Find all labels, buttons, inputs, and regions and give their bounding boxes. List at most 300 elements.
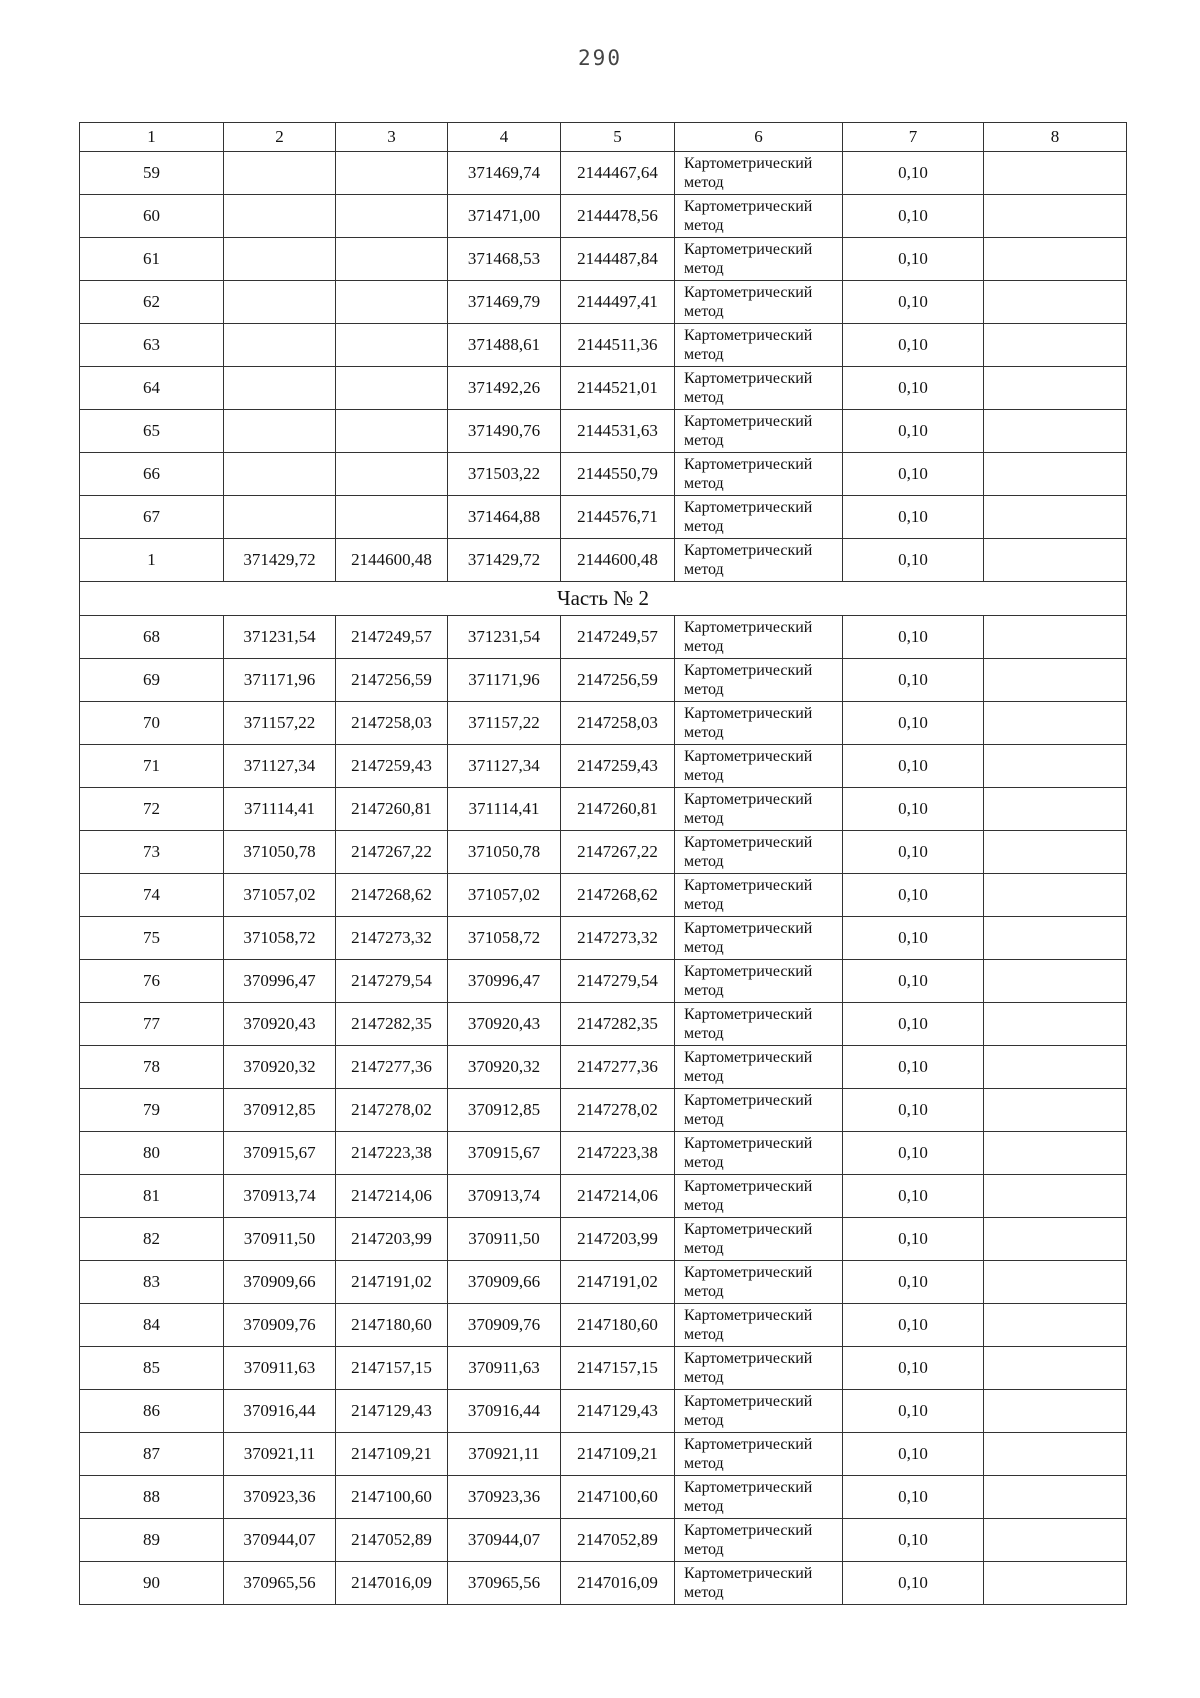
point-number-cell: 59: [80, 152, 224, 195]
new-x-cell: 371503,22: [448, 453, 561, 496]
point-number-cell: 84: [80, 1304, 224, 1347]
existing-y-cell: 2147157,15: [336, 1347, 448, 1390]
method-cell: [675, 1562, 843, 1605]
precision-cell: 0,10: [843, 410, 984, 453]
precision-cell: 0,10: [843, 745, 984, 788]
method-line: метод: [684, 1240, 724, 1257]
table-row: [80, 616, 1127, 659]
method-line: метод: [684, 475, 724, 492]
method-line: Картометрический: [684, 1049, 813, 1066]
new-x-cell: 370915,67: [448, 1132, 561, 1175]
table-row: [80, 1476, 1127, 1519]
precision-cell: 0,10: [843, 1562, 984, 1605]
method-line: Картометрический: [684, 1307, 813, 1324]
existing-x-cell: 370911,63: [224, 1347, 336, 1390]
method-cell: [675, 238, 843, 281]
method-cell: [675, 539, 843, 582]
table-row: [80, 1218, 1127, 1261]
method-line: Картометрический: [684, 619, 813, 636]
new-x-cell: 371464,88: [448, 496, 561, 539]
method-line: метод: [684, 767, 724, 784]
new-x-cell: 370911,50: [448, 1218, 561, 1261]
new-x-cell: 370909,76: [448, 1304, 561, 1347]
new-y-cell: 2147129,43: [561, 1390, 675, 1433]
precision-cell: 0,10: [843, 788, 984, 831]
precision-cell: 0,10: [843, 1261, 984, 1304]
existing-y-cell: [336, 410, 448, 453]
method-cell: [675, 917, 843, 960]
new-x-cell: 370965,56: [448, 1562, 561, 1605]
description-cell: [984, 281, 1127, 324]
existing-y-cell: [336, 238, 448, 281]
point-number-cell: 64: [80, 367, 224, 410]
point-number-cell: 1: [80, 539, 224, 582]
method-line: метод: [684, 724, 724, 741]
existing-y-cell: 2147259,43: [336, 745, 448, 788]
point-number-cell: 76: [80, 960, 224, 1003]
existing-y-cell: 2147278,02: [336, 1089, 448, 1132]
method-line: Картометрический: [684, 1135, 813, 1152]
existing-x-cell: [224, 195, 336, 238]
table-row: [80, 453, 1127, 496]
coordinates-table: [79, 122, 1127, 1605]
table-row: [80, 238, 1127, 281]
point-number-cell: 85: [80, 1347, 224, 1390]
point-number-cell: 82: [80, 1218, 224, 1261]
existing-x-cell: 370923,36: [224, 1476, 336, 1519]
table-row: [80, 1433, 1127, 1476]
method-line: Картометрический: [684, 791, 813, 808]
new-x-cell: 370920,43: [448, 1003, 561, 1046]
method-line: Картометрический: [684, 920, 813, 937]
description-cell: [984, 1347, 1127, 1390]
existing-x-cell: 371050,78: [224, 831, 336, 874]
method-cell: [675, 1433, 843, 1476]
new-y-cell: 2147268,62: [561, 874, 675, 917]
precision-cell: 0,10: [843, 238, 984, 281]
new-y-cell: 2147249,57: [561, 616, 675, 659]
existing-y-cell: 2147191,02: [336, 1261, 448, 1304]
table-row: [80, 1175, 1127, 1218]
existing-y-cell: 2147223,38: [336, 1132, 448, 1175]
existing-x-cell: [224, 410, 336, 453]
precision-cell: 0,10: [843, 496, 984, 539]
method-line: метод: [684, 1541, 724, 1558]
method-line: Картометрический: [684, 499, 813, 516]
new-y-cell: 2147191,02: [561, 1261, 675, 1304]
method-line: Картометрический: [684, 1522, 813, 1539]
method-line: Картометрический: [684, 963, 813, 980]
method-cell: [675, 1175, 843, 1218]
method-cell: [675, 616, 843, 659]
existing-y-cell: [336, 453, 448, 496]
point-number-cell: 69: [80, 659, 224, 702]
point-number-cell: 86: [80, 1390, 224, 1433]
description-cell: [984, 238, 1127, 281]
existing-x-cell: 370916,44: [224, 1390, 336, 1433]
existing-y-cell: 2147129,43: [336, 1390, 448, 1433]
method-line: метод: [684, 303, 724, 320]
description-cell: [984, 195, 1127, 238]
method-line: метод: [684, 1498, 724, 1515]
existing-x-cell: [224, 496, 336, 539]
table-row: [80, 917, 1127, 960]
method-cell: [675, 410, 843, 453]
existing-y-cell: [336, 367, 448, 410]
new-x-cell: 370916,44: [448, 1390, 561, 1433]
table-row: [80, 324, 1127, 367]
method-cell: [675, 1089, 843, 1132]
existing-x-cell: 370965,56: [224, 1562, 336, 1605]
table-row: [80, 702, 1127, 745]
existing-y-cell: 2147249,57: [336, 616, 448, 659]
new-x-cell: 371492,26: [448, 367, 561, 410]
existing-y-cell: [336, 324, 448, 367]
table-row: [80, 410, 1127, 453]
method-line: метод: [684, 1455, 724, 1472]
method-line: Картометрический: [684, 456, 813, 473]
table-row: [80, 1046, 1127, 1089]
existing-x-cell: [224, 367, 336, 410]
description-cell: [984, 367, 1127, 410]
description-cell: [984, 745, 1127, 788]
table-row: [80, 1562, 1127, 1605]
point-number-cell: 65: [80, 410, 224, 453]
existing-y-cell: [336, 152, 448, 195]
method-line: метод: [684, 174, 724, 191]
table-row: [80, 152, 1127, 195]
table-row: [80, 195, 1127, 238]
method-cell: [675, 453, 843, 496]
method-cell: [675, 960, 843, 1003]
new-y-cell: 2147214,06: [561, 1175, 675, 1218]
method-line: Картометрический: [684, 1092, 813, 1109]
new-y-cell: 2147260,81: [561, 788, 675, 831]
method-line: Картометрический: [684, 1264, 813, 1281]
description-cell: [984, 1175, 1127, 1218]
description-cell: [984, 788, 1127, 831]
table-row: [80, 659, 1127, 702]
new-x-cell: 371488,61: [448, 324, 561, 367]
table-row: [80, 1519, 1127, 1562]
method-line: метод: [684, 432, 724, 449]
existing-x-cell: 370909,66: [224, 1261, 336, 1304]
existing-y-cell: [336, 496, 448, 539]
point-number-cell: 90: [80, 1562, 224, 1605]
method-line: метод: [684, 1369, 724, 1386]
point-number-cell: 66: [80, 453, 224, 496]
existing-y-cell: [336, 195, 448, 238]
description-cell: [984, 1003, 1127, 1046]
new-x-cell: 370912,85: [448, 1089, 561, 1132]
method-cell: [675, 1519, 843, 1562]
method-cell: [675, 1476, 843, 1519]
point-number-cell: 71: [80, 745, 224, 788]
table-row: [80, 1261, 1127, 1304]
new-x-cell: 371127,34: [448, 745, 561, 788]
existing-y-cell: 2144600,48: [336, 539, 448, 582]
existing-y-cell: 2147109,21: [336, 1433, 448, 1476]
method-line: Картометрический: [684, 1178, 813, 1195]
point-number-cell: 75: [80, 917, 224, 960]
method-cell: [675, 702, 843, 745]
precision-cell: 0,10: [843, 1089, 984, 1132]
method-cell: [675, 788, 843, 831]
precision-cell: 0,10: [843, 831, 984, 874]
method-line: Картометрический: [684, 748, 813, 765]
new-x-cell: 370913,74: [448, 1175, 561, 1218]
new-y-cell: 2144550,79: [561, 453, 675, 496]
precision-cell: 0,10: [843, 960, 984, 1003]
existing-x-cell: 371157,22: [224, 702, 336, 745]
existing-y-cell: 2147100,60: [336, 1476, 448, 1519]
method-line: метод: [684, 681, 724, 698]
precision-cell: 0,10: [843, 1347, 984, 1390]
new-x-cell: 371114,41: [448, 788, 561, 831]
existing-x-cell: 370920,43: [224, 1003, 336, 1046]
precision-cell: 0,10: [843, 1390, 984, 1433]
new-x-cell: 370944,07: [448, 1519, 561, 1562]
existing-x-cell: 370944,07: [224, 1519, 336, 1562]
method-line: метод: [684, 217, 724, 234]
description-cell: [984, 616, 1127, 659]
table-row: [80, 281, 1127, 324]
method-cell: [675, 1390, 843, 1433]
precision-cell: 0,10: [843, 152, 984, 195]
existing-x-cell: 371231,54: [224, 616, 336, 659]
method-cell: [675, 1003, 843, 1046]
existing-x-cell: 371127,34: [224, 745, 336, 788]
method-line: Картометрический: [684, 1393, 813, 1410]
new-x-cell: 371469,74: [448, 152, 561, 195]
existing-y-cell: 2147256,59: [336, 659, 448, 702]
method-line: метод: [684, 561, 724, 578]
new-x-cell: 371468,53: [448, 238, 561, 281]
point-number-cell: 87: [80, 1433, 224, 1476]
description-cell: [984, 1132, 1127, 1175]
method-line: метод: [684, 896, 724, 913]
existing-y-cell: 2147052,89: [336, 1519, 448, 1562]
new-y-cell: 2147279,54: [561, 960, 675, 1003]
existing-x-cell: 371171,96: [224, 659, 336, 702]
method-line: Картометрический: [684, 241, 813, 258]
method-line: метод: [684, 346, 724, 363]
new-y-cell: 2147109,21: [561, 1433, 675, 1476]
method-line: Картометрический: [684, 327, 813, 344]
column-header-row: [80, 123, 1127, 152]
column-header: 4: [448, 123, 561, 152]
description-cell: [984, 831, 1127, 874]
precision-cell: 0,10: [843, 917, 984, 960]
description-cell: [984, 1562, 1127, 1605]
description-cell: [984, 1304, 1127, 1347]
description-cell: [984, 1519, 1127, 1562]
method-line: Картометрический: [684, 1565, 813, 1582]
new-x-cell: 371057,02: [448, 874, 561, 917]
method-cell: [675, 831, 843, 874]
description-cell: [984, 702, 1127, 745]
method-cell: [675, 281, 843, 324]
table-row: [80, 367, 1127, 410]
table-row: [80, 1347, 1127, 1390]
column-header: 2: [224, 123, 336, 152]
new-x-cell: 371231,54: [448, 616, 561, 659]
precision-cell: 0,10: [843, 367, 984, 410]
method-line: Картометрический: [684, 662, 813, 679]
column-header: 8: [984, 123, 1127, 152]
existing-x-cell: [224, 324, 336, 367]
method-line: Картометрический: [684, 1006, 813, 1023]
method-cell: [675, 152, 843, 195]
new-y-cell: 2144576,71: [561, 496, 675, 539]
description-cell: [984, 1433, 1127, 1476]
description-cell: [984, 1476, 1127, 1519]
new-x-cell: 371157,22: [448, 702, 561, 745]
method-cell: [675, 1218, 843, 1261]
table-body: [80, 123, 1127, 1605]
existing-x-cell: 370913,74: [224, 1175, 336, 1218]
table-row: [80, 1003, 1127, 1046]
method-line: Картометрический: [684, 1436, 813, 1453]
table-row: [80, 1132, 1127, 1175]
existing-y-cell: 2147214,06: [336, 1175, 448, 1218]
existing-x-cell: 371429,72: [224, 539, 336, 582]
description-cell: [984, 1390, 1127, 1433]
method-line: Картометрический: [684, 198, 813, 215]
existing-x-cell: 370912,85: [224, 1089, 336, 1132]
table-row: [80, 788, 1127, 831]
point-number-cell: 74: [80, 874, 224, 917]
precision-cell: 0,10: [843, 281, 984, 324]
method-line: метод: [684, 389, 724, 406]
existing-x-cell: 371058,72: [224, 917, 336, 960]
description-cell: [984, 453, 1127, 496]
existing-x-cell: [224, 281, 336, 324]
point-number-cell: 67: [80, 496, 224, 539]
method-cell: [675, 1347, 843, 1390]
precision-cell: 0,10: [843, 1519, 984, 1562]
new-y-cell: 2147180,60: [561, 1304, 675, 1347]
existing-x-cell: 370920,32: [224, 1046, 336, 1089]
method-line: метод: [684, 1326, 724, 1343]
table-row: [80, 831, 1127, 874]
point-number-cell: 79: [80, 1089, 224, 1132]
existing-x-cell: 370909,76: [224, 1304, 336, 1347]
point-number-cell: 72: [80, 788, 224, 831]
new-x-cell: 371050,78: [448, 831, 561, 874]
table-row: [80, 496, 1127, 539]
existing-x-cell: 371057,02: [224, 874, 336, 917]
method-line: метод: [684, 1283, 724, 1300]
column-header: 5: [561, 123, 675, 152]
point-number-cell: 62: [80, 281, 224, 324]
new-y-cell: 2147223,38: [561, 1132, 675, 1175]
method-cell: [675, 195, 843, 238]
method-line: метод: [684, 939, 724, 956]
new-y-cell: 2147278,02: [561, 1089, 675, 1132]
precision-cell: 0,10: [843, 1476, 984, 1519]
method-line: метод: [684, 853, 724, 870]
existing-y-cell: 2147279,54: [336, 960, 448, 1003]
new-x-cell: 370920,32: [448, 1046, 561, 1089]
existing-y-cell: 2147180,60: [336, 1304, 448, 1347]
method-line: Картометрический: [684, 370, 813, 387]
method-line: метод: [684, 1025, 724, 1042]
description-cell: [984, 874, 1127, 917]
new-y-cell: 2147258,03: [561, 702, 675, 745]
method-line: метод: [684, 810, 724, 827]
description-cell: [984, 152, 1127, 195]
method-cell: [675, 324, 843, 367]
precision-cell: 0,10: [843, 1304, 984, 1347]
description-cell: [984, 960, 1127, 1003]
description-cell: [984, 659, 1127, 702]
new-y-cell: 2144478,56: [561, 195, 675, 238]
precision-cell: 0,10: [843, 1175, 984, 1218]
method-cell: [675, 1046, 843, 1089]
new-x-cell: 371471,00: [448, 195, 561, 238]
description-cell: [984, 917, 1127, 960]
method-line: метод: [684, 1584, 724, 1601]
page-number: 290: [578, 46, 622, 70]
precision-cell: 0,10: [843, 1003, 984, 1046]
new-y-cell: 2147277,36: [561, 1046, 675, 1089]
point-number-cell: 89: [80, 1519, 224, 1562]
table-row: [80, 1089, 1127, 1132]
existing-y-cell: 2147260,81: [336, 788, 448, 831]
new-x-cell: 370909,66: [448, 1261, 561, 1304]
precision-cell: 0,10: [843, 616, 984, 659]
method-cell: [675, 1304, 843, 1347]
existing-x-cell: [224, 238, 336, 281]
new-x-cell: 371490,76: [448, 410, 561, 453]
description-cell: [984, 1218, 1127, 1261]
method-line: Картометрический: [684, 155, 813, 172]
new-y-cell: 2147203,99: [561, 1218, 675, 1261]
new-y-cell: 2147273,32: [561, 917, 675, 960]
method-line: Картометрический: [684, 1350, 813, 1367]
new-y-cell: 2147157,15: [561, 1347, 675, 1390]
method-line: метод: [684, 1154, 724, 1171]
method-line: метод: [684, 1068, 724, 1085]
new-x-cell: 370923,36: [448, 1476, 561, 1519]
point-number-cell: 83: [80, 1261, 224, 1304]
precision-cell: 0,10: [843, 874, 984, 917]
method-cell: [675, 367, 843, 410]
existing-y-cell: 2147203,99: [336, 1218, 448, 1261]
existing-y-cell: 2147258,03: [336, 702, 448, 745]
new-y-cell: 2144467,64: [561, 152, 675, 195]
new-x-cell: 370911,63: [448, 1347, 561, 1390]
method-line: Картометрический: [684, 542, 813, 559]
existing-y-cell: 2147267,22: [336, 831, 448, 874]
description-cell: [984, 1089, 1127, 1132]
precision-cell: 0,10: [843, 195, 984, 238]
point-number-cell: 61: [80, 238, 224, 281]
method-cell: [675, 496, 843, 539]
method-line: Картометрический: [684, 705, 813, 722]
point-number-cell: 77: [80, 1003, 224, 1046]
description-cell: [984, 410, 1127, 453]
method-cell: [675, 1261, 843, 1304]
new-y-cell: 2144511,36: [561, 324, 675, 367]
table-row: [80, 1390, 1127, 1433]
method-line: метод: [684, 518, 724, 535]
new-x-cell: 371058,72: [448, 917, 561, 960]
existing-y-cell: 2147282,35: [336, 1003, 448, 1046]
existing-x-cell: 371114,41: [224, 788, 336, 831]
precision-cell: 0,10: [843, 324, 984, 367]
